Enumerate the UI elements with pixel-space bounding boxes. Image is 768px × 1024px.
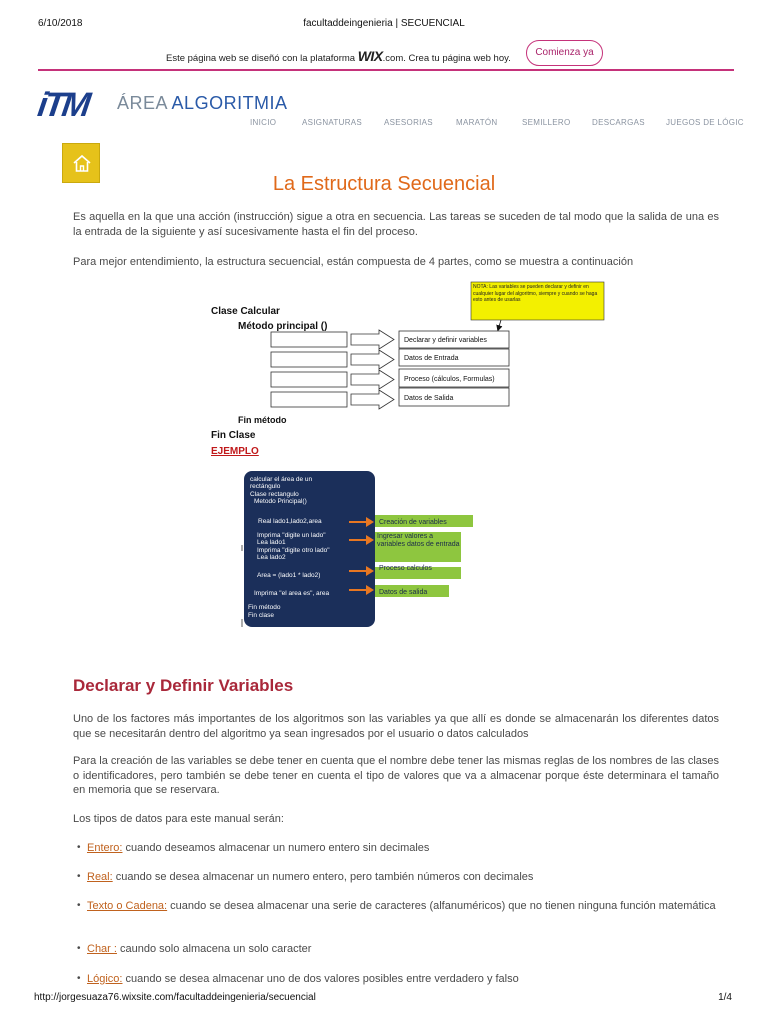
- page-title: La Estructura Secuencial: [272, 173, 496, 195]
- step-label: Proceso (cálculos, Formulas): [404, 376, 495, 383]
- itm-logo[interactable]: iTM: [35, 86, 91, 124]
- bullet-icon: •: [77, 871, 81, 882]
- site-header: [0, 78, 768, 138]
- code-line: Real lado1,lado2,area: [258, 518, 322, 525]
- wix-logo: WIX: [357, 48, 383, 64]
- code-line: Metodo Principal(): [254, 498, 307, 505]
- nav-item-maraton[interactable]: MARATÓN: [456, 118, 498, 127]
- intro-paragraph-2: Para mejor entendimiento, la estructura secuencial, están compuesta de 4 partes, como se muestra a continuación: [73, 256, 634, 268]
- paragraph: Para la creación de las variables se debe tener en cuenta que el nombre debe tener las mismas reglas de los nombres de las clases o identificadores, pero también se debe tener en cuenta el tipo de valores que va a almacenar porque éste determinara el tamaño en memoria que se reservara.: [73, 755, 719, 796]
- nav-item-inicio[interactable]: INICIO: [250, 118, 277, 127]
- bullet-icon: •: [77, 943, 81, 954]
- code-line: Lea lado2: [257, 554, 286, 561]
- term-link[interactable]: Texto o Cadena:: [87, 900, 168, 912]
- code-line: Fin clase: [248, 612, 275, 619]
- code-line: rectángulo: [250, 483, 281, 490]
- term-link[interactable]: Real:: [87, 871, 113, 883]
- nav-item-juegos[interactable]: JUEGOS DE LÓGIC: [666, 118, 744, 127]
- intro-paragraph: Es aquella en la que una acción (instrucción) sigue a otra en secuencia. Las tareas se suceden de tal modo que la salida de una es la entrada de la siguiente y así sucesivamente hasta el fin del proceso.: [73, 211, 719, 238]
- code-line: calcular el área de un: [250, 476, 313, 483]
- list-item: • Real: cuando se desea almacenar un numero entero, pero también números con decimales: [77, 871, 534, 883]
- print-url: http://jorgesuaza76.wixsite.com/facultaddeingenieria/secuencial: [34, 992, 316, 1003]
- example-diagram: [240, 471, 480, 631]
- end-class-label: Fin Clase: [211, 430, 256, 441]
- list-item: • Char : caundo solo almacena un solo caracter: [77, 943, 312, 955]
- code-line: Lea lado1: [257, 539, 286, 546]
- label-text: Proceso calculos: [379, 565, 432, 572]
- term-link[interactable]: Entero:: [87, 842, 123, 854]
- wix-promo-text: Este página web se diseñó con la plataforma WIX.com. Crea tu página web hoy.: [166, 48, 511, 64]
- step-row-2: [271, 349, 509, 369]
- method-label: Método principal (): [238, 321, 328, 332]
- code-line: Imprima "el area es", area: [254, 590, 330, 597]
- print-page-number: 1/4: [718, 992, 732, 1003]
- wix-divider: [38, 69, 734, 71]
- print-title: facultaddeingenieria | SECUENCIAL: [303, 18, 465, 29]
- home-icon: [72, 154, 92, 173]
- step-label: Datos de Entrada: [404, 355, 459, 362]
- label-text: Ingresar valores a variables datos de entrada: [377, 533, 460, 548]
- code-line: Imprima "digite un lado": [257, 532, 326, 539]
- list-item: • Entero: cuando deseamos almacenar un numero entero sin decimales: [77, 842, 430, 854]
- nav-item-asesorias[interactable]: ASESORIAS: [384, 118, 433, 127]
- nav-item-asignaturas[interactable]: ASIGNATURAS: [302, 118, 363, 127]
- code-line: Imprima "digite otro lado": [257, 547, 330, 554]
- step-label: Datos de Salida: [404, 395, 454, 402]
- nav-item-semillero[interactable]: SEMILLERO: [522, 118, 571, 127]
- step-label: Declarar y definir variables: [404, 337, 487, 344]
- term-link[interactable]: Char :: [87, 943, 117, 955]
- class-label: Clase Calcular: [211, 306, 280, 317]
- bullet-icon: •: [77, 973, 81, 984]
- wix-start-button[interactable]: Comienza ya: [526, 40, 603, 66]
- step-row-4: [271, 388, 509, 409]
- bullet-icon: •: [77, 842, 81, 853]
- note-text: NOTA: Las variables se pueden declarar y definir en cualquier lugar del algoritmo, siempre y cuando se haga esto antes de usarlas: [473, 284, 598, 303]
- section-heading: Declarar y Definir Variables: [73, 676, 294, 695]
- example-label: EJEMPLO: [211, 446, 259, 457]
- sequential-structure-diagram: [205, 282, 605, 462]
- list-item: • Lógico: cuando se desea almacenar uno de dos valores posibles entre verdadero y falso: [77, 973, 519, 985]
- print-footer: [0, 992, 768, 1006]
- site-brand[interactable]: ÁREA ALGORITMIA: [117, 93, 288, 113]
- term-link[interactable]: Lógico:: [87, 973, 123, 985]
- code-line: Clase rectangulo: [250, 491, 299, 498]
- print-date: 6/10/2018: [38, 18, 83, 29]
- label-text: Datos de salida: [379, 589, 428, 596]
- label-text: Creación de variables: [379, 519, 447, 526]
- list-item: • Texto o Cadena: cuando se desea almacenar una serie de caracteres (alfanuméricos) que no tienen ninguna función matemática: [77, 900, 716, 912]
- print-header: [0, 18, 768, 32]
- code-line: Fin método: [248, 604, 281, 611]
- bullet-icon: •: [77, 900, 81, 911]
- wix-promo-bar: [0, 38, 768, 68]
- code-line: Area = (lado1 * lado2): [257, 572, 321, 579]
- paragraph: Los tipos de datos para este manual serán:: [73, 813, 284, 825]
- end-method-label: Fin método: [238, 415, 287, 425]
- paragraph: Uno de los factores más importantes de los algoritmos son las variables ya que allí es donde se almacenarán los diferentes datos que se necesitarán dentro del algoritmo ya sean ingresados por el usuario o datos calculados: [73, 713, 719, 740]
- nav-item-descargas[interactable]: DESCARGAS: [592, 118, 645, 127]
